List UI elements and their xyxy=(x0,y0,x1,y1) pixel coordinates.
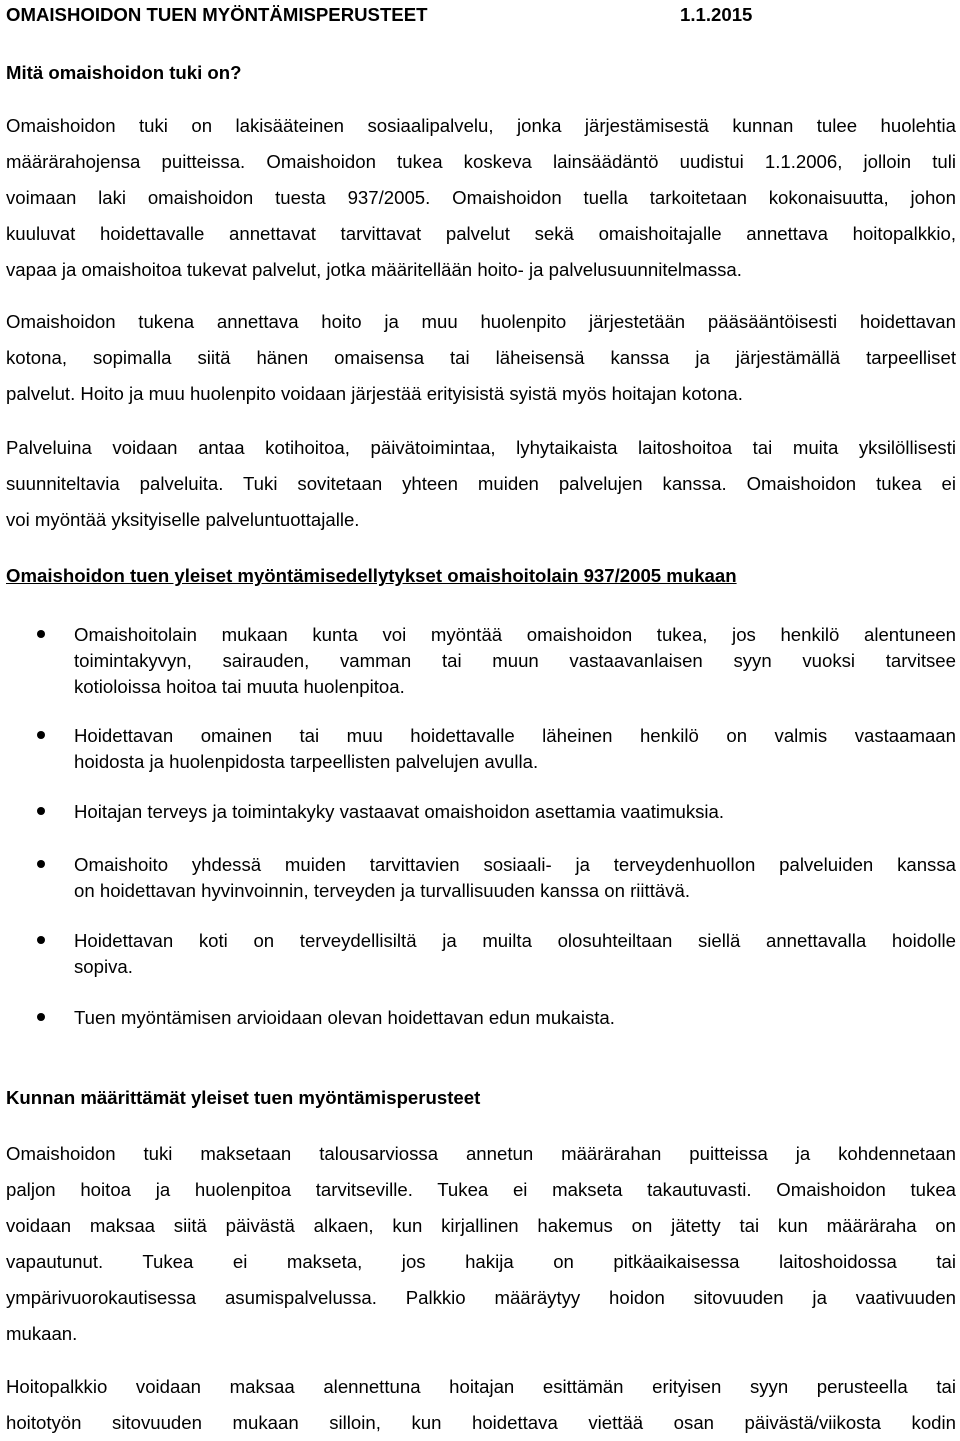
document-header xyxy=(6,4,956,26)
paragraph-line: Palveluina voidaan antaa kotihoitoa, päivätoimintaa, lyhytaikaista laitoshoitoa tai muita yksilöllisesti xyxy=(6,437,956,458)
section-heading-general-conditions: Omaishoidon tuen yleiset myöntämisedellytykset omaishoitolain 937/2005 mukaan xyxy=(6,565,737,586)
paragraph-line: kotona, sopimalla siitä hänen omaisensa tai läheisensä kanssa ja järjestämällä tarpeelliset xyxy=(6,347,956,368)
paragraph-line: hoitotyön sitovuuden mukaan silloin, kun hoidettava viettää osan päivästä/viikosta kodin xyxy=(6,1412,956,1433)
paragraph-line: palvelut. Hoito ja muu huolenpito voidaan järjestää erityisistä syistä myös hoitajan kotona. xyxy=(6,383,743,404)
paragraph-line: voimaan laki omaishoidon tuesta 937/2005. Omaishoidon tuella tarkoitetaan kokonaisuutta, johon xyxy=(6,187,956,208)
list-item-text xyxy=(74,622,956,700)
paragraph-line: paljon hoitoa ja huolenpitoa tarvitseville. Tukea ei makseta takautuvasti. Omaishoidon tukea xyxy=(6,1179,956,1200)
list-item-line: Hoitajan terveys ja toimintakyky vastaavat omaishoidon asettamia vaatimuksia. xyxy=(74,801,725,822)
paragraph-payment-terms xyxy=(6,1136,956,1352)
list-item-line: Hoidettavan omainen tai muu hoidettavalle läheinen henkilö on valmis vastaamaan xyxy=(74,725,956,746)
list-item-text xyxy=(74,1005,956,1031)
paragraph-line: suunniteltavia palveluita. Tuki sovitetaan yhteen muiden palvelujen kanssa. Omaishoidon tukea ei xyxy=(6,473,956,494)
paragraph-line: Omaishoidon tuki maksetaan talousarviossa annetun määrärahan puitteissa ja kohdennetaan xyxy=(6,1143,956,1164)
list-item-line: hoidosta ja huolenpidosta tarpeellisten palvelujen avulla. xyxy=(74,751,539,772)
paragraph-intro xyxy=(6,108,956,288)
paragraph-line: voidaan maksaa siitä päivästä alkaen, kun kirjallinen hakemus on jätetty tai kun määräraha on xyxy=(6,1215,956,1236)
paragraph-line: voi myöntää yksityiselle palveluntuottajalle. xyxy=(6,509,360,530)
list-item-line: Tuen myöntämisen arvioidaan olevan hoidettavan edun mukaista. xyxy=(74,1007,615,1028)
bullet-dot-icon xyxy=(37,807,45,815)
paragraph-line: kuuluvat hoidettavalle annettavat tarvittavat palvelut sekä omaishoitajalle annettava hoitopalkkio, xyxy=(6,223,956,244)
bullet-dot-icon xyxy=(37,1013,45,1021)
list-item-text xyxy=(74,799,956,825)
paragraph-line: vapaa ja omaishoitoa tukevat palvelut, jotka määritellään hoito- ja palvelusuunnitelmassa. xyxy=(6,259,742,280)
list-item-line: Hoidettavan koti on terveydellisiltä ja muilta olosuhteiltaan siellä annettavalla hoidolle xyxy=(74,930,956,951)
document-title: OMAISHOIDON TUEN MYÖNTÄMISPERUSTEET xyxy=(6,4,428,25)
paragraph-line: mukaan. xyxy=(6,1323,78,1344)
paragraph-line: määrärahojensa puitteissa. Omaishoidon tukea koskeva lainsäädäntö uudistui 1.1.2006, jolloin tuli xyxy=(6,151,956,172)
list-item-text xyxy=(74,852,956,904)
bullet-dot-icon xyxy=(37,936,45,944)
section-heading-what-is: Mitä omaishoidon tuki on? xyxy=(6,62,242,83)
paragraph-line: vapautunut. Tukea ei makseta, jos hakija on pitkäaikaisessa laitoshoidossa tai xyxy=(6,1251,956,1272)
list-item-line: on hoidettavan hyvinvoinnin, terveyden ja turvallisuuden kanssa on riittävä. xyxy=(74,880,691,901)
bullet-dot-icon xyxy=(37,860,45,868)
paragraph-line: Omaishoidon tukena annettava hoito ja muu huolenpito järjestetään pääsääntöisesti hoidettavan xyxy=(6,311,956,332)
bullet-dot-icon xyxy=(37,630,45,638)
paragraph-services xyxy=(6,430,956,538)
paragraph-reduced-fee xyxy=(6,1369,956,1441)
list-item-line: Omaishoitolain mukaan kunta voi myöntää omaishoidon tukea, jos henkilö alentuneen xyxy=(74,624,956,645)
list-item-line: Omaishoito yhdessä muiden tarvittavien sosiaali- ja terveydenhuollon palveluiden kanssa xyxy=(74,854,956,875)
paragraph-line: Hoitopalkkio voidaan maksaa alennettuna hoitajan esittämän erityisen syyn perusteella tai xyxy=(6,1376,956,1397)
document-date: 1.1.2015 xyxy=(680,4,753,25)
bullet-dot-icon xyxy=(37,731,45,739)
list-item-text xyxy=(74,928,956,980)
list-item-line: sopiva. xyxy=(74,956,133,977)
section-heading-municipal-criteria: Kunnan määrittämät yleiset tuen myöntämisperusteet xyxy=(6,1087,481,1108)
list-item-text xyxy=(74,723,956,775)
paragraph-line: ympärivuorokautisessa asumispalvelussa. Palkkio määräytyy hoidon sitovuuden ja vaativuuden xyxy=(6,1287,956,1308)
paragraph-line: Omaishoidon tuki on lakisääteinen sosiaalipalvelu, jonka järjestämisestä kunnan tulee huolehtia xyxy=(6,115,956,136)
list-item-line: kotioloissa hoitoa tai muuta huolenpitoa. xyxy=(74,676,405,697)
list-item-line: toimintakyvyn, sairauden, vamman tai muun vastaavanlaisen syyn vuoksi tarvitsee xyxy=(74,650,956,671)
paragraph-care-location xyxy=(6,304,956,412)
